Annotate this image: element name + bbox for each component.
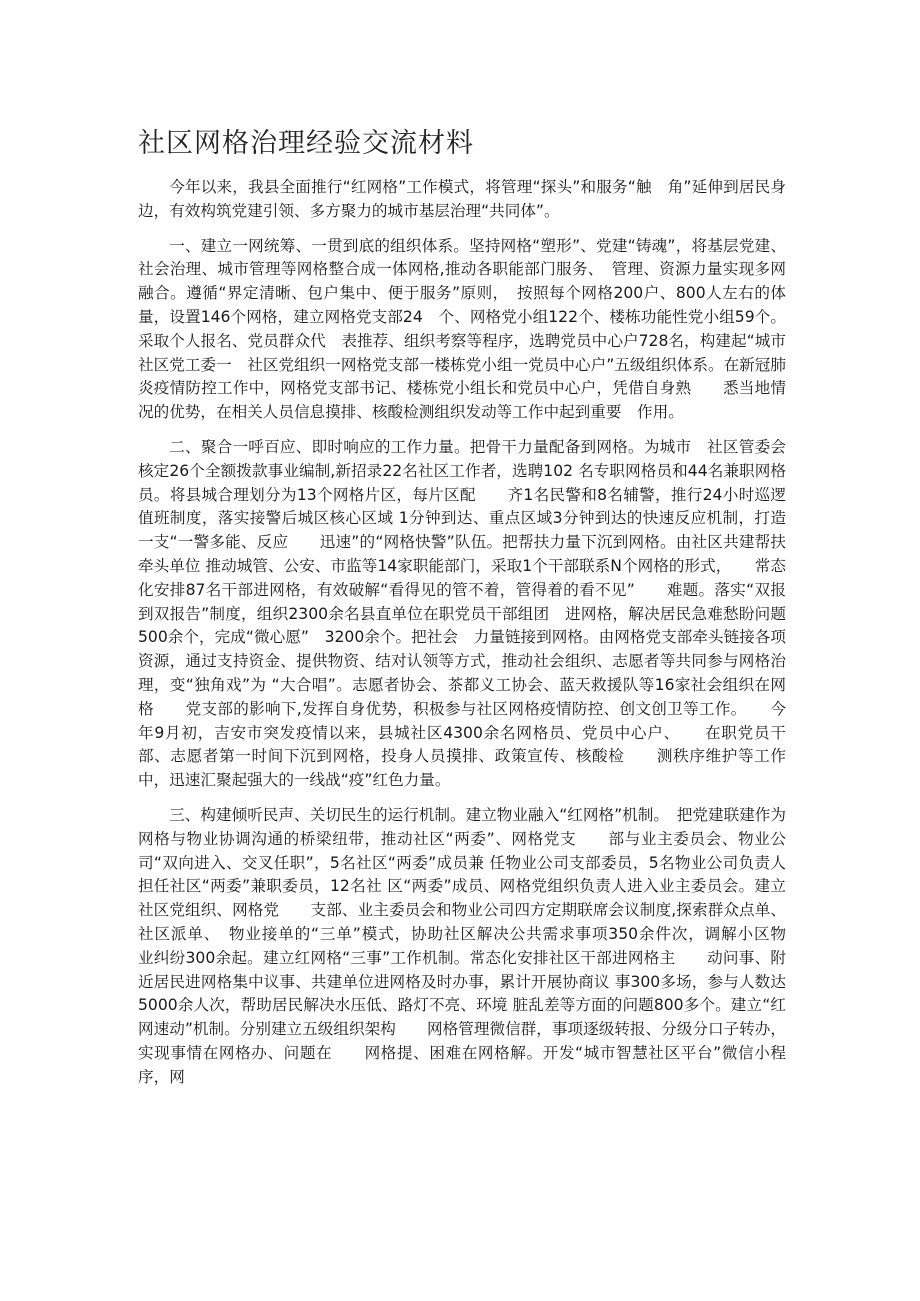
paragraph-work-force: 二、聚合一呼百应、即时响应的工作力量。把骨干力量配备到网格。为城市 社区管委会核定26个全额拨款事业编制,新招录22名社区工作者，选聘102 名专职网格员和44名兼职网格员。将县城合理划分为13个网格片区，每片区配 齐1名民警和8名辅警，推行24小时巡逻值班制度，落实接警后城区核心区域 1分钟到达、重点区域3分钟到达的快速反应机制，打造一支“一警多能、反应 迅速”的“网格快警”队伍。把帮扶力量下沉到网格。由社区共建帮扶牵头单位 推动城管、公安、市监等14家职能部门，采取1个干部联系N个网格的形式， 常态化安排87名干部进网格，有效破解“看得见的管不着，管得着的看不见” 难题。落实“双报到双报告”制度，组织2300余名县直单位在职党员干部组团 进网格，解决居民急难愁盼问题500余个，完成“微心愿” 3200余个。把社会 力量链接到网格。由网格党支部牵头链接各项资源，通过支持资金、提供物资、结对认领等方式，推动社会组织、志愿者等共同参与网格治理，变“独角戏”为 “大合唱”。志愿者协会、茶都义工协会、蓝天救援队等16家社会组织在网格 党支部的影响下,发挥自身优势，积极参与社区网格疫情防控、创文创卫等工作。 今年9月初，吉安市突发疫情以来，县城社区4300余名网格员、党员中心户、 在职党员干部、志愿者第一时间下沉到网格，投身人员摸排、政策宣传、核酸检 测秩序维护等工作中，迅速汇聚起强大的一线战“疫”红色力量。	[138, 437, 786, 790]
document-page	[138, 126, 818, 1100]
paragraph-operating-mechanism: 三、构建倾听民声、关切民生的运行机制。建立物业融入“红网格”机制。 把党建联建作为网格与物业协调沟通的桥梁纽带，推动社区“两委”、网格党支 部与业主委员会、物业公司“双向进入、交叉任职”，5名社区“两委”成员兼 任物业公司支部委员，5名物业公司负责人担任社区“两委”兼职委员，12名社 区“两委”成员、网格党组织负责人进入业主委员会。建立社区党组织、网格党 支部、业主委员会和物业公司四方定期联席会议制度,探索群众点单、社区派单、 物业接单的“三单”模式，协助社区解决公共需求事项350余件次，调解小区物 业纠纷300余起。建立红网格“三事”工作机制。常态化安排社区干部进网格主 动问事、附近居民进网格集中议事、共建单位进网格及时办事，累计开展协商议 事300多场，参与人数达5000余人次，帮助居民解决水压低、路灯不亮、环境 脏乱差等方面的问题800多个。建立“红网速动”机制。分别建立五级组织架构 网格管理微信群，事项逐级转报、分级分口子转办，实现事情在网格办、问题在 网格提、困难在网格解。开发“城市智慧社区平台”微信小程序，网	[138, 805, 818, 1086]
paragraph-organization-system: 一、建立一网统筹、一贯到底的组织体系。坚持网格“塑形”、党建“铸魂”，将基层党建、社会治理、城市管理等网格整合成一体网格,推动各职能部门服务、 管理、资源力量实现多网融合。遵循“界定清晰、包户集中、便于服务”原则， 按照每个网格200户、800人左右的体量，设置146个网格，建立网格党支部24 个、网格党小组122个、楼栋功能性党小组59个。采取个人报名、党员群众代 表推荐、组织考察等程序，选聘党员中心户728名，构建起“城市社区党工委一 社区党组织一网格党支部一楼栋党小组一党员中心户”五级组织体系。在新冠肺 炎疫情防控工作中，网格党支部书记、楼栋党小组长和党员中心户，凭借自身熟 悉当地情况的优势，在相关人员信息摸排、核酸检测组织发动等工作中起到重要 作用。	[138, 236, 818, 422]
document-title: 社区网格治理经验交流材料	[138, 128, 474, 159]
paragraph-intro: 今年以来，我县全面推行“红网格”工作模式，将管理“探头”和服务“触 角”延伸到居民身边，有效构筑党建引领、多方聚力的城市基层治理“共同体”。	[138, 178, 786, 220]
